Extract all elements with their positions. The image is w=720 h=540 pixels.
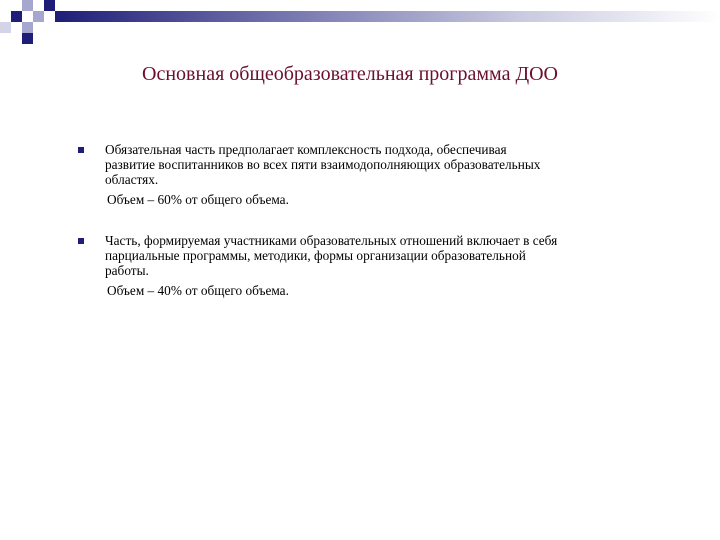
bullet-text: Часть, формируемая участниками образовательных отношений включает в себя парциальные программы, методики, формы организации образовательной работы. [105,233,558,278]
square-bullet-icon [78,147,84,153]
list-item [78,233,558,298]
square-bullet-icon [78,238,84,244]
deco-square [33,11,44,22]
slide-content [78,142,558,298]
bullet-text: Обязательная часть предполагает комплексность подхода, обеспечивая развитие воспитанников во всех пяти взаимодополняющих образовательных областях. [105,142,541,187]
list-item [78,142,558,207]
slide-title: Основная общеобразовательная программа ДОО [142,63,558,85]
gradient-band [55,11,720,22]
deco-square [22,33,33,44]
volume-note: Объем – 60% от общего объема. [107,192,289,207]
deco-square [11,11,22,22]
deco-square [44,0,55,11]
deco-square [22,0,33,11]
deco-square [0,22,11,33]
header-decoration [0,0,720,44]
deco-square [22,22,33,33]
volume-note: Объем – 40% от общего объема. [107,283,289,298]
